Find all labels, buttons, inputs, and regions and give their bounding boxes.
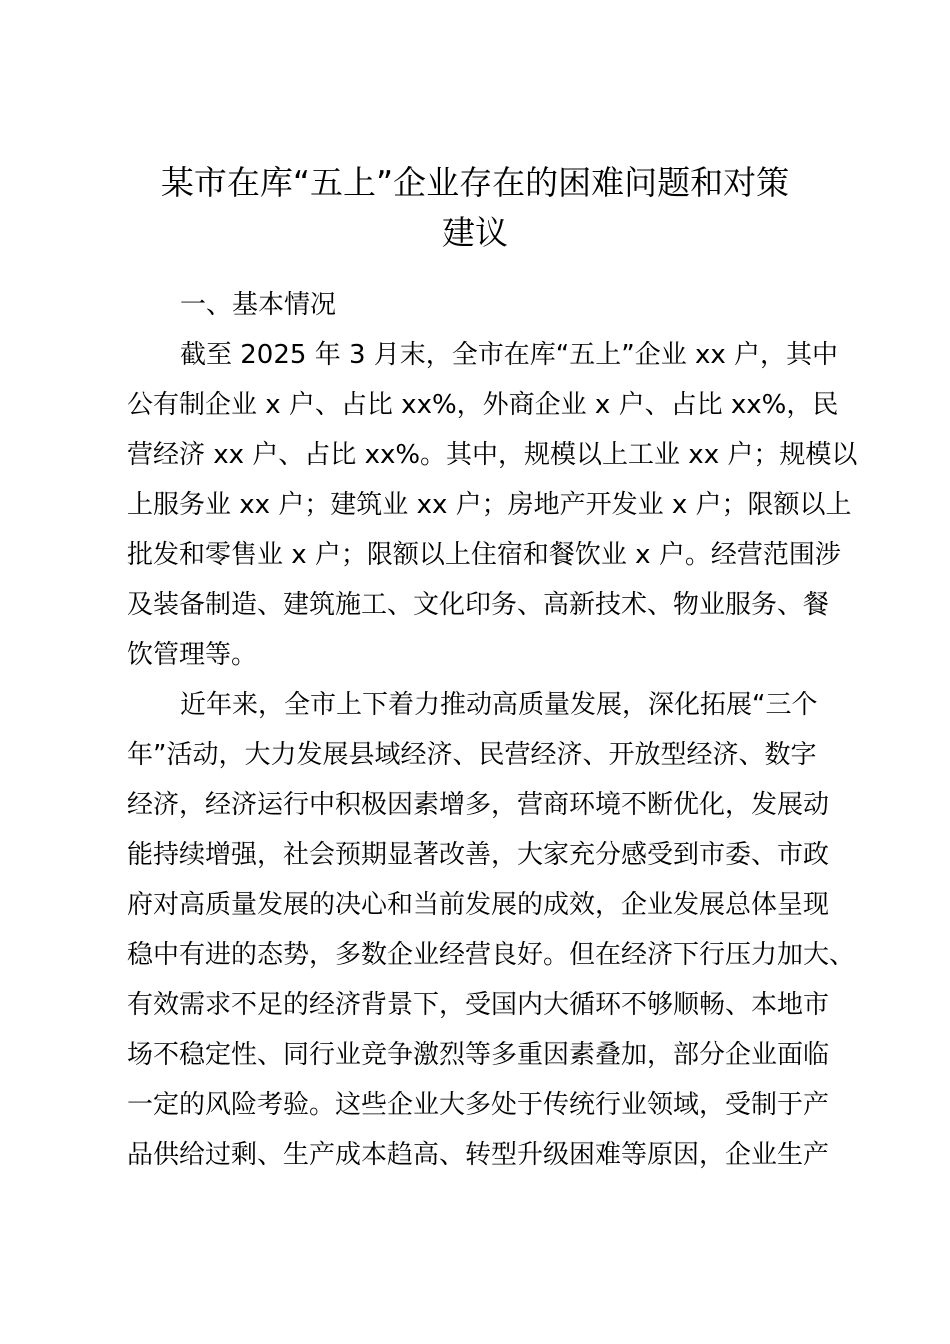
paragraph2-line: 府对高质量发展的决心和当前发展的成效，企业发展总体呈现 [127, 890, 830, 920]
section-heading: 一、基本情况 [180, 290, 337, 320]
paragraph2-line: 有效需求不足的经济背景下，受国内大循环不够顺畅、本地市 [127, 990, 830, 1020]
document-title-line-1: 某市在库“五上”企业存在的困难问题和对策 [160, 163, 790, 202]
paragraph1-line: 饮管理等。 [127, 640, 258, 670]
paragraph2-line: 一定的风险考验。这些企业大多处于传统行业领域，受制于产 [127, 1090, 830, 1120]
paragraph1-line: 上服务业 xx 户；建筑业 xx 户；房地产开发业 x 户；限额以上 [127, 490, 852, 520]
document-title-line-2: 建议 [442, 213, 508, 252]
paragraph1-line: 公有制企业 x 户、占比 xx%，外商企业 x 户、占比 xx%，民 [127, 390, 839, 420]
paragraph2-line: 经济，经济运行中积极因素增多，营商环境不断优化，发展动 [127, 790, 830, 820]
paragraph1-line: 营经济 xx 户、占比 xx%。其中，规模以上工业 xx 户；规模以 [127, 440, 858, 470]
paragraph2-line: 年”活动，大力发展县域经济、民营经济、开放型经济、数字 [127, 740, 817, 770]
paragraph2-line: 稳中有进的态势，多数企业经营良好。但在经济下行压力加大、 [127, 940, 856, 970]
paragraph2-line: 场不稳定性、同行业竞争激烈等多重因素叠加，部分企业面临 [127, 1040, 830, 1070]
paragraph1-line: 及装备制造、建筑施工、文化印务、高新技术、物业服务、餐 [127, 590, 830, 620]
paragraph1-line: 批发和零售业 x 户；限额以上住宿和餐饮业 x 户。经营范围涉 [127, 540, 841, 570]
paragraph2-line: 品供给过剩、生产成本趋高、转型升级困难等原因，企业生产 [127, 1140, 830, 1170]
paragraph2-line: 能持续增强，社会预期显著改善，大家充分感受到市委、市政 [127, 840, 830, 870]
paragraph2-line: 近年来，全市上下着力推动高质量发展，深化拓展“三个 [180, 690, 818, 720]
paragraph1-line: 截至 2025 年 3 月末，全市在库“五上”企业 xx 户，其中 [180, 340, 839, 370]
